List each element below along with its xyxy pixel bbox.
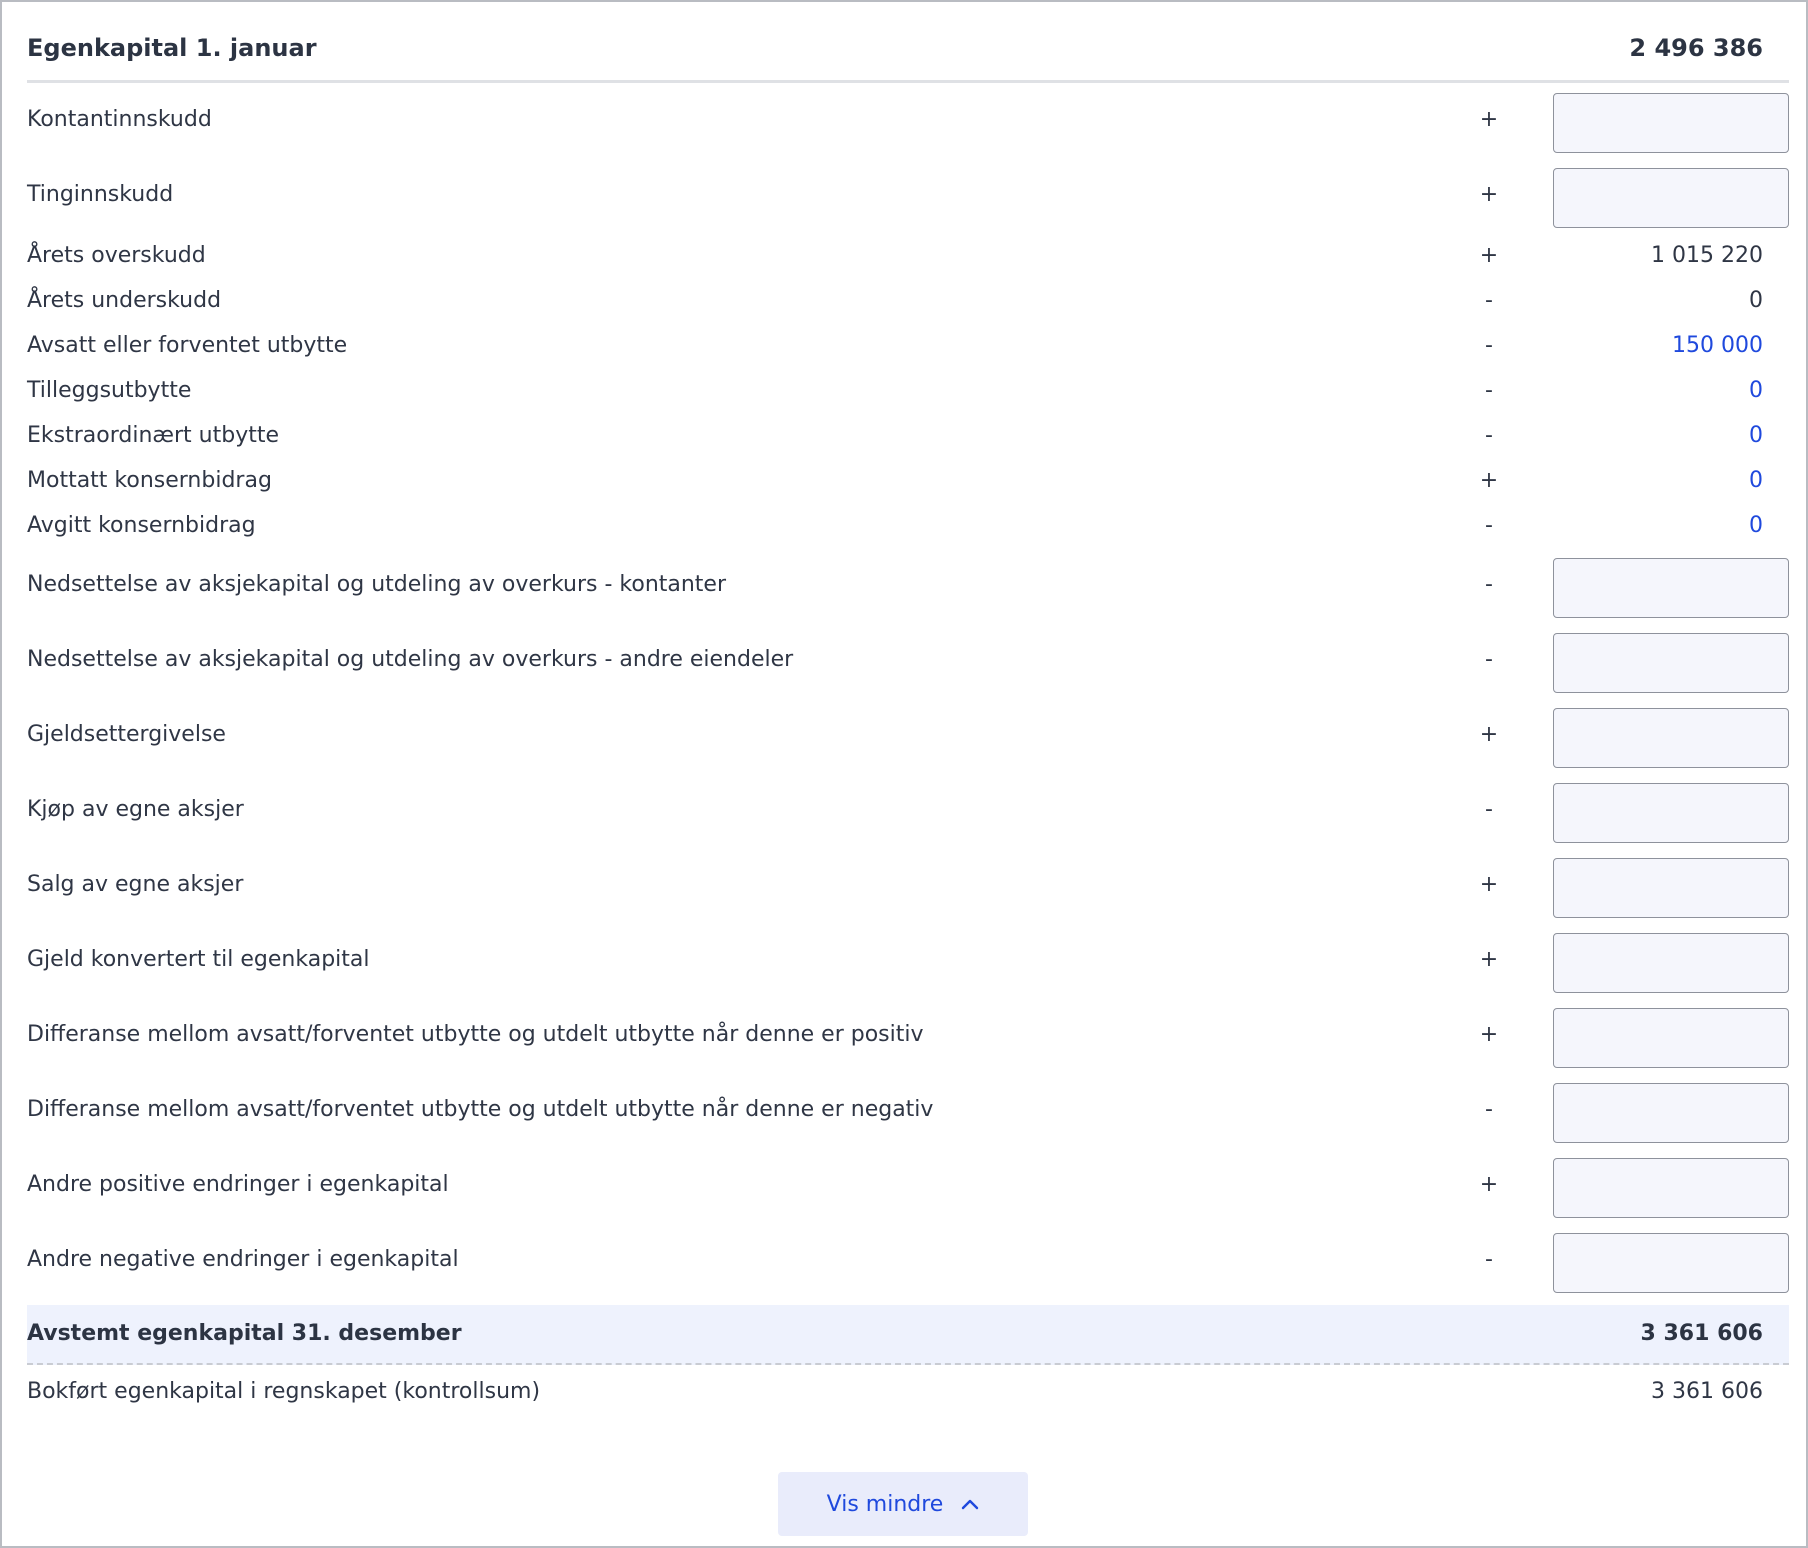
plus-sign: + bbox=[1479, 182, 1499, 207]
chevron-up-icon bbox=[961, 1498, 979, 1510]
opening-balance-title: Egenkapital 1. januar bbox=[27, 34, 317, 62]
minus-sign: - bbox=[1485, 378, 1493, 403]
plus-sign: + bbox=[1479, 107, 1499, 132]
row-label: Kontantinnskudd bbox=[27, 107, 212, 132]
minus-sign: - bbox=[1485, 572, 1493, 597]
plus-sign: + bbox=[1479, 468, 1499, 493]
equity-row bbox=[27, 503, 1789, 548]
row-label: Salg av egne aksjer bbox=[27, 872, 244, 897]
equity-row bbox=[27, 278, 1789, 323]
minus-sign: - bbox=[1485, 1247, 1493, 1272]
equity-row bbox=[27, 923, 1789, 998]
minus-sign: - bbox=[1485, 647, 1493, 672]
minus-sign: - bbox=[1485, 797, 1493, 822]
amount-input[interactable] bbox=[1553, 1083, 1789, 1143]
row-label: Nedsettelse av aksjekapital og utdeling av overkurs - andre eiendeler bbox=[27, 647, 794, 672]
equity-row bbox=[27, 623, 1789, 698]
equity-row bbox=[27, 413, 1789, 458]
amount-input[interactable] bbox=[1553, 708, 1789, 768]
equity-row bbox=[27, 1148, 1789, 1223]
equity-row bbox=[27, 233, 1789, 278]
row-label: Ekstraordinært utbytte bbox=[27, 423, 280, 448]
plus-sign: + bbox=[1479, 1022, 1499, 1047]
equity-row bbox=[27, 848, 1789, 923]
opening-balance-amount: 2 496 386 bbox=[1629, 34, 1763, 62]
reconciled-equity-label: Avstemt egenkapital 31. desember bbox=[27, 1321, 462, 1346]
show-less-button[interactable] bbox=[778, 1472, 1028, 1536]
amount-link[interactable]: 0 bbox=[1749, 423, 1763, 448]
minus-sign: - bbox=[1485, 513, 1493, 538]
row-label: Mottatt konsernbidrag bbox=[27, 468, 272, 493]
equity-table bbox=[27, 16, 1789, 1423]
row-label: Avsatt eller forventet utbytte bbox=[27, 333, 348, 358]
amount-value: 1 015 220 bbox=[1651, 243, 1763, 268]
show-less-label: Vis mindre bbox=[826, 1491, 944, 1517]
row-label: Årets underskudd bbox=[27, 288, 222, 313]
amount-link[interactable]: 150 000 bbox=[1672, 333, 1763, 358]
equity-row bbox=[27, 698, 1789, 773]
equity-row bbox=[27, 158, 1789, 233]
row-label: Andre positive endringer i egenkapital bbox=[27, 1172, 449, 1197]
equity-row bbox=[27, 1073, 1789, 1148]
control-sum-row bbox=[27, 1365, 1789, 1423]
equity-row bbox=[27, 1223, 1789, 1298]
row-label: Årets overskudd bbox=[27, 243, 206, 268]
amount-link[interactable]: 0 bbox=[1749, 378, 1763, 403]
plus-sign: + bbox=[1479, 1172, 1499, 1197]
reconciled-equity-value: 3 361 606 bbox=[1640, 1321, 1763, 1346]
minus-sign: - bbox=[1485, 288, 1493, 313]
plus-sign: + bbox=[1479, 243, 1499, 268]
toggle-button-wrap bbox=[2, 1472, 1808, 1536]
amount-input[interactable] bbox=[1553, 1008, 1789, 1068]
row-label: Avgitt konsernbidrag bbox=[27, 513, 256, 538]
amount-input[interactable] bbox=[1553, 168, 1789, 228]
amount-link[interactable]: 0 bbox=[1749, 468, 1763, 493]
equity-row bbox=[27, 83, 1789, 158]
row-label: Differanse mellom avsatt/forventet utbytte og utdelt utbytte når denne er positiv bbox=[27, 1022, 924, 1047]
row-label: Gjeldsettergivelse bbox=[27, 722, 226, 747]
row-label: Kjøp av egne aksjer bbox=[27, 797, 244, 822]
row-label: Nedsettelse av aksjekapital og utdeling av overkurs - kontanter bbox=[27, 572, 727, 597]
equity-row bbox=[27, 998, 1789, 1073]
row-label: Tinginnskudd bbox=[27, 182, 174, 207]
amount-input[interactable] bbox=[1553, 558, 1789, 618]
amount-input[interactable] bbox=[1553, 858, 1789, 918]
equity-row bbox=[27, 458, 1789, 503]
minus-sign: - bbox=[1485, 1097, 1493, 1122]
amount-input[interactable] bbox=[1553, 783, 1789, 843]
equity-row bbox=[27, 368, 1789, 413]
equity-row bbox=[27, 773, 1789, 848]
minus-sign: - bbox=[1485, 423, 1493, 448]
row-label: Gjeld konvertert til egenkapital bbox=[27, 947, 370, 972]
plus-sign: + bbox=[1479, 722, 1499, 747]
equity-movements bbox=[27, 83, 1789, 1298]
minus-sign: - bbox=[1485, 333, 1493, 358]
control-sum-value: 3 361 606 bbox=[1651, 1379, 1763, 1404]
amount-input[interactable] bbox=[1553, 633, 1789, 693]
plus-sign: + bbox=[1479, 947, 1499, 972]
row-label: Tilleggsutbytte bbox=[27, 378, 192, 403]
row-label: Andre negative endringer i egenkapital bbox=[27, 1247, 459, 1272]
reconciled-equity-row bbox=[27, 1305, 1789, 1365]
amount-link[interactable]: 0 bbox=[1749, 513, 1763, 538]
control-sum-label: Bokført egenkapital i regnskapet (kontrollsum) bbox=[27, 1379, 541, 1404]
equity-row bbox=[27, 548, 1789, 623]
row-label: Differanse mellom avsatt/forventet utbytte og utdelt utbytte når denne er negativ bbox=[27, 1097, 934, 1122]
amount-input[interactable] bbox=[1553, 933, 1789, 993]
amount-input[interactable] bbox=[1553, 1233, 1789, 1293]
amount-value: 0 bbox=[1749, 288, 1763, 313]
equity-row bbox=[27, 323, 1789, 368]
amount-input[interactable] bbox=[1553, 93, 1789, 153]
amount-input[interactable] bbox=[1553, 1158, 1789, 1218]
plus-sign: + bbox=[1479, 872, 1499, 897]
opening-balance-header bbox=[27, 16, 1789, 83]
